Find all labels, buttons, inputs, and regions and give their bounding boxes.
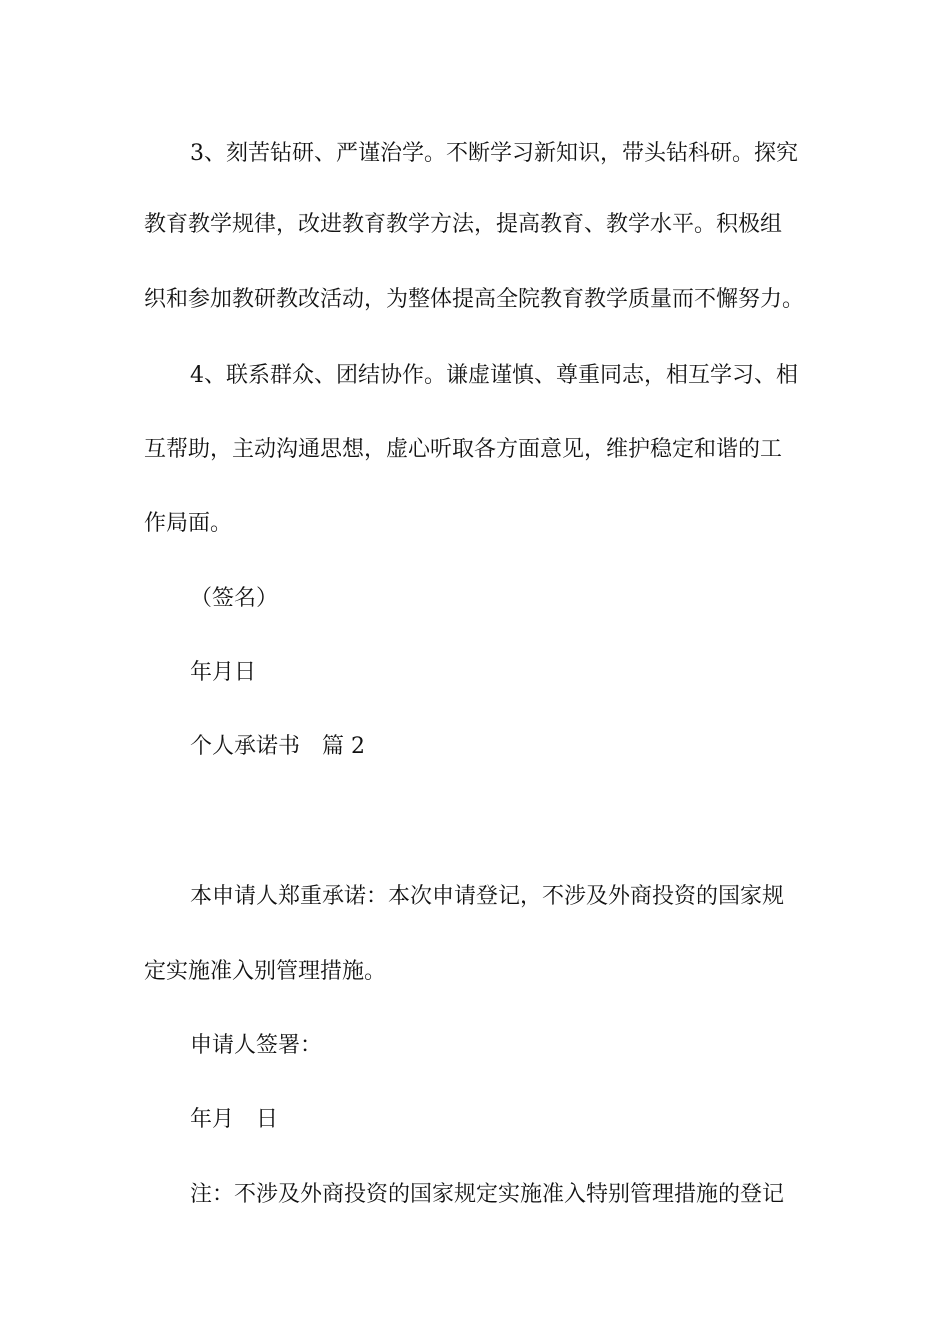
date-year-month: 年月	[190, 1107, 235, 1132]
paragraph-3-line-1: 3、刻苦钻研、严谨治学。不断学习新知识，带头钻科研。探究	[190, 141, 798, 166]
date-day: 日	[256, 1107, 279, 1132]
applicant-signature-label: 申请人签署：	[190, 1033, 323, 1058]
paragraph-3-line-3: 织和参加教研教改活动，为整体提高全院教育教学质量而不懈努力。	[144, 287, 805, 312]
signature-label: （签名）	[190, 586, 279, 611]
note-line: 注：不涉及外商投资的国家规定实施准入特别管理措施的登记	[190, 1182, 785, 1207]
commitment-line-1: 本申请人郑重承诺：本次申请登记，不涉及外商投资的国家规	[190, 884, 785, 909]
date-line-2	[0, 1105, 950, 1135]
section-title-text: 个人承诺书	[190, 734, 301, 759]
paragraph-4-line-2: 互帮助，主动沟通思想，虚心听取各方面意见，维护稳定和谐的工	[144, 437, 783, 462]
commitment-line-2: 定实施准入别管理措施。	[144, 959, 387, 984]
section-title	[0, 732, 950, 762]
date-line: 年月日	[190, 660, 257, 685]
paragraph-4-line-3: 作局面。	[144, 511, 233, 536]
paragraph-4-line-1: 4、联系群众、团结协作。谦虚谨慎、尊重同志，相互学习、相	[190, 363, 798, 388]
paragraph-3-line-2: 教育教学规律，改进教育教学方法，提高教育、教学水平。积极组	[144, 212, 783, 237]
section-number: 篇 2	[322, 734, 366, 759]
